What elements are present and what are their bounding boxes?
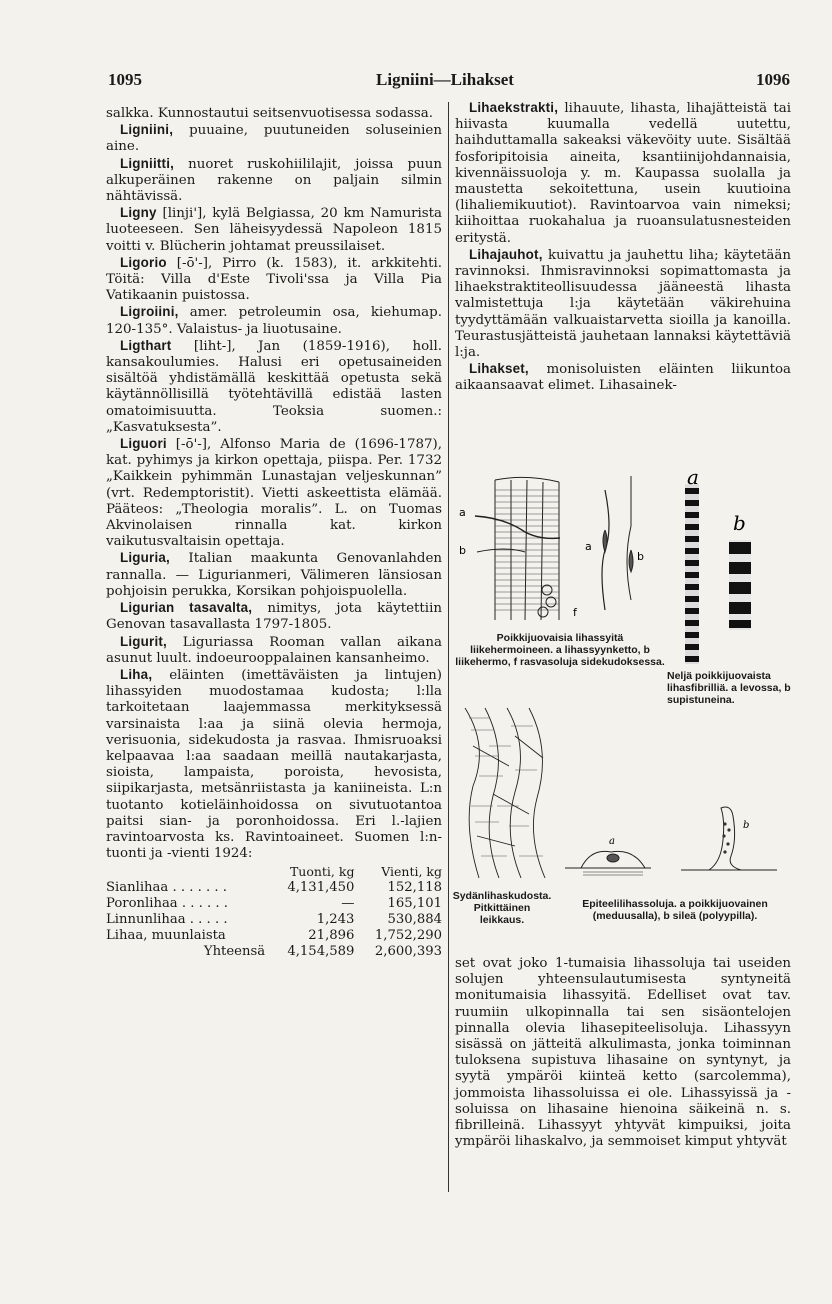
entry-text: Liguriassa Rooman vallan aikana asunut luult. indoeurooppalainen kansanheimo. <box>106 634 442 666</box>
entry-headword: Lihakset, <box>469 361 529 377</box>
entry-text: [liht-], Jan (1859-1916), holl. kansakoulumies. Halusi eri opetusaineiden sisältöä yhdistämällä keskittää opetusta sekä käytännöllisillä työtehtävillä edistää lasten omatoimisuutta. Teoksia suomen.: „Kasvatuksesta”. <box>106 338 442 435</box>
entry <box>455 361 791 394</box>
entry <box>106 550 442 600</box>
figure-label: b <box>743 820 750 831</box>
entry-text: nimitys, jota käytettiin Genovan tasavallasta 1797-1805. <box>106 601 442 633</box>
table-cell: — <box>341 896 355 912</box>
meat-trade-table <box>106 864 442 960</box>
heart-muscle-figure <box>459 706 559 882</box>
entry-text: amer. petroleumin osa, kiehumap. 120-135°. Valaistus- ja liuotusaine. <box>106 305 442 337</box>
epithelial-cells-figure <box>561 800 781 890</box>
table-total-row <box>106 944 442 960</box>
table-cell: 530,884 <box>387 912 442 928</box>
entry-headword: Lihajauhot, <box>469 246 543 262</box>
table-header-row <box>106 864 442 880</box>
lihakset-continuation: set ovat joko 1-tumaisia lihassoluja tai useiden solujen yhteensulautumisesta syntyneitä monitumaisia lihassyitä. Edelliset ovat tav. ruumiin ulkopinnalla tai sen sisäontelojen pinnalla olevia lihasepiteelisoluja. Lihassyyn sisässä on jätteitä alkulimasta, jonka toiminnan tuloksena supistuva lihasaine on syntynyt, ja syytä ympäröi kiinteä ketto (sarcolemma), jommoista lihassoluissa ei ole. Lihassyissä ja -soluissa on lihasaine hienoina säikeinä n. s. fibrilleinä. Lihassyyt yhtyvät kimpuiksi, joita ympäröi lihaskalvo, ja semmoiset kimput yhtyvät <box>455 956 791 1150</box>
entry <box>455 100 791 247</box>
page-number-left: 1095 <box>108 70 142 89</box>
figure-label: a <box>687 470 699 489</box>
figure-caption: Epiteelilihassoluja. a poikkijuovainen (meduusalla), b sileä (polyypilla). <box>582 898 768 922</box>
entry <box>106 156 442 206</box>
entry-text: [linji'], kylä Belgiassa, 20 km Namurista luoteeseen. Sen läheisyydessä Napoleon 1815 voitti v. Blücherin johtamat preussilaiset. <box>106 206 442 254</box>
entry-headword: Ligniini, <box>120 122 174 138</box>
entry-text: Italian maakunta Genovanlahden rannalla. — Ligurianmeri, Välimeren länsiosan pohjoisin perukka, Korsikan pohjoispuolella. <box>106 551 442 599</box>
figure-label: b <box>733 511 746 535</box>
entry <box>106 304 442 337</box>
table-cell: Yhteensä <box>203 944 266 960</box>
figures-area <box>452 470 791 956</box>
entry <box>106 205 442 255</box>
entry <box>106 122 442 155</box>
table-cell: 2,600,393 <box>374 944 442 960</box>
entry-headword: Ligroiini, <box>120 304 179 320</box>
entry-headword: Ligurit, <box>120 633 167 649</box>
entry <box>455 247 791 361</box>
table-row <box>106 880 442 896</box>
entry-text: eläinten (imettäväisten ja lintujen) lihassyiden muodostamaa kudosta; l:lla tarkoitetaan laajemmassa merkityksessä varsinaista l:aa ja siinä olevia hermoja, verisuonia, sidekudosta ja rasvaa. Ihmisruoaksi kelpaavaa l:aa saadaan meillä nautakarjasta, sioista, lampaista, poroista, hevosista, siipikarjasta, metsänriistasta ja kaniineista. L:n tuotanto kotieläinhoidossa on sivutuotantoa paitsi sian- ja poronhoidossa. Eri l.-lajien ravintoarvosta ks. Ravintoaineet. Suomen l:n-tuonti ja -vienti 1924: <box>106 667 442 862</box>
entry-headword: Ligurian tasavalta, <box>120 600 253 616</box>
figure-label: b <box>637 550 644 563</box>
entry-headword: Ligthart <box>120 337 172 353</box>
table-cell: 4,154,589 <box>287 944 355 960</box>
entry-headword: Ligny <box>120 205 157 221</box>
table-cell: 152,118 <box>387 880 442 896</box>
entry-text: kuivattu ja jauhettu liha; käytetään ravinnoksi. Ihmisravinnoksi sopimattomasta ja lihaekstraktiteollisuudessa jääneestä lihasta valmistettuja l:ja käytetään väkirehuina tyydyttämään valkuaistarvetta sioilla ja kanoilla. Teurastusjätteistä jauhetaan lannaksi käytettäviä l:ja. <box>455 247 791 361</box>
entry <box>106 667 442 862</box>
table-cell: 1,243 <box>316 912 355 928</box>
entry-headword: Liguori <box>120 436 167 452</box>
entry <box>106 436 442 550</box>
entry-text: lihauute, lihasta, lihajätteistä tai hiivasta kuumalla vedellä uutettu, haihduttamalla sakeaksi väkevöity uute. Sisältää fosforipitoisia aineita, ksantiinijohdannaisia, kivennäissuoloja y. m. Kaupassa suolalla ja maustetta sekoitettuna, usein kuutioina (lihaliemikuutiot). Ravintoarvoa vain nimeksi; kiihoittaa ruokahalua ja ruoansulatusnesteiden eritystä. <box>455 101 791 246</box>
entry-text: salkka. Kunnostautui seitsenvuotisessa sodassa. <box>106 106 433 121</box>
entry-text: nuoret ruskohiililajit, joissa puun alkuperäinen rakenne on paljain silmin nähtävissä. <box>106 156 442 205</box>
figure-caption: Sydänlihaskudosta. Pitkittäinen leikkaus. <box>452 890 552 926</box>
table-row <box>106 896 442 912</box>
table-cell: 165,101 <box>387 896 442 912</box>
entry-text: [-ō'-], Pirro (k. 1583), it. arkkitehti. Töitä: Villa d'Este Tivoli'ssa ja Villa Pia Vatikaanin puistossa. <box>106 255 442 304</box>
table-header: Tuonti, kg <box>289 864 355 880</box>
entry-headword: Liha, <box>120 666 153 682</box>
figure-label: b <box>459 544 466 557</box>
table-cell: 4,131,450 <box>287 880 355 896</box>
left-column <box>106 106 442 960</box>
table-cell: 21,896 <box>308 928 355 944</box>
table-cell: Poronlihaa . . . . . . <box>106 896 228 912</box>
right-column <box>455 100 791 395</box>
figure-label: f <box>573 606 577 619</box>
fibrils-figure <box>677 470 787 670</box>
entry-headword: Ligorio <box>120 254 167 270</box>
table-header: Vienti, kg <box>381 864 442 880</box>
entry-text: puuaine, puutuneiden soluseinien aine. <box>106 123 442 155</box>
entry <box>106 255 442 305</box>
page-header <box>100 70 790 92</box>
entry <box>106 338 442 436</box>
entry-text: monisoluisten eläinten liikuntoa aikaansaavat elimet. Lihasainek- <box>455 362 791 394</box>
figure-label: a <box>609 836 615 847</box>
table-row <box>106 928 442 944</box>
page-number-right: 1096 <box>756 70 790 89</box>
entry-headword: Liguria, <box>120 550 170 566</box>
table-header <box>106 864 265 880</box>
striated-fibres-figure <box>455 470 665 630</box>
column-divider <box>448 102 449 1192</box>
entry <box>106 634 442 667</box>
table-cell: 1,752,290 <box>374 928 442 944</box>
figure-caption: Poikkijuovaisia lihassyitä liikehermoineen. a lihassyynketto, b liikehermo, f rasvasoluja sidekudoksessa. <box>455 632 665 668</box>
entry-text: [-ō'-], Alfonso Maria de (1696-1787), kat. pyhimys ja kirkon opettaja, piispa. Per. 1732 „Kaikkein pyhimmän Lunastajan veljeskunnan” (vrt. Redemptoristit). Vietti askeettista elämää. Pääteos: „Theologia moralis”. L. on Tuomas Akvinolaisen rinnalla kat. kirkon vaikutusvaltaisin opettaja. <box>106 437 442 550</box>
table-cell: Linnunlihaa . . . . . <box>106 912 228 928</box>
entry <box>106 600 442 633</box>
figure-label: a <box>585 540 592 553</box>
table-cell: Sianlihaa . . . . . . . <box>106 880 227 896</box>
entry-headword: Lihaekstrakti, <box>469 100 559 115</box>
figure-caption: Neljä poikkijuovaista lihasfibrilliä. a levossa, b supistuneina. <box>667 670 791 706</box>
running-title: Ligniini—Lihakset <box>376 70 514 89</box>
figure-label: a <box>459 506 466 519</box>
table-row <box>106 912 442 928</box>
table-cell: Lihaa, muunlaista <box>106 928 226 944</box>
entry-headword: Ligniitti, <box>120 155 175 171</box>
